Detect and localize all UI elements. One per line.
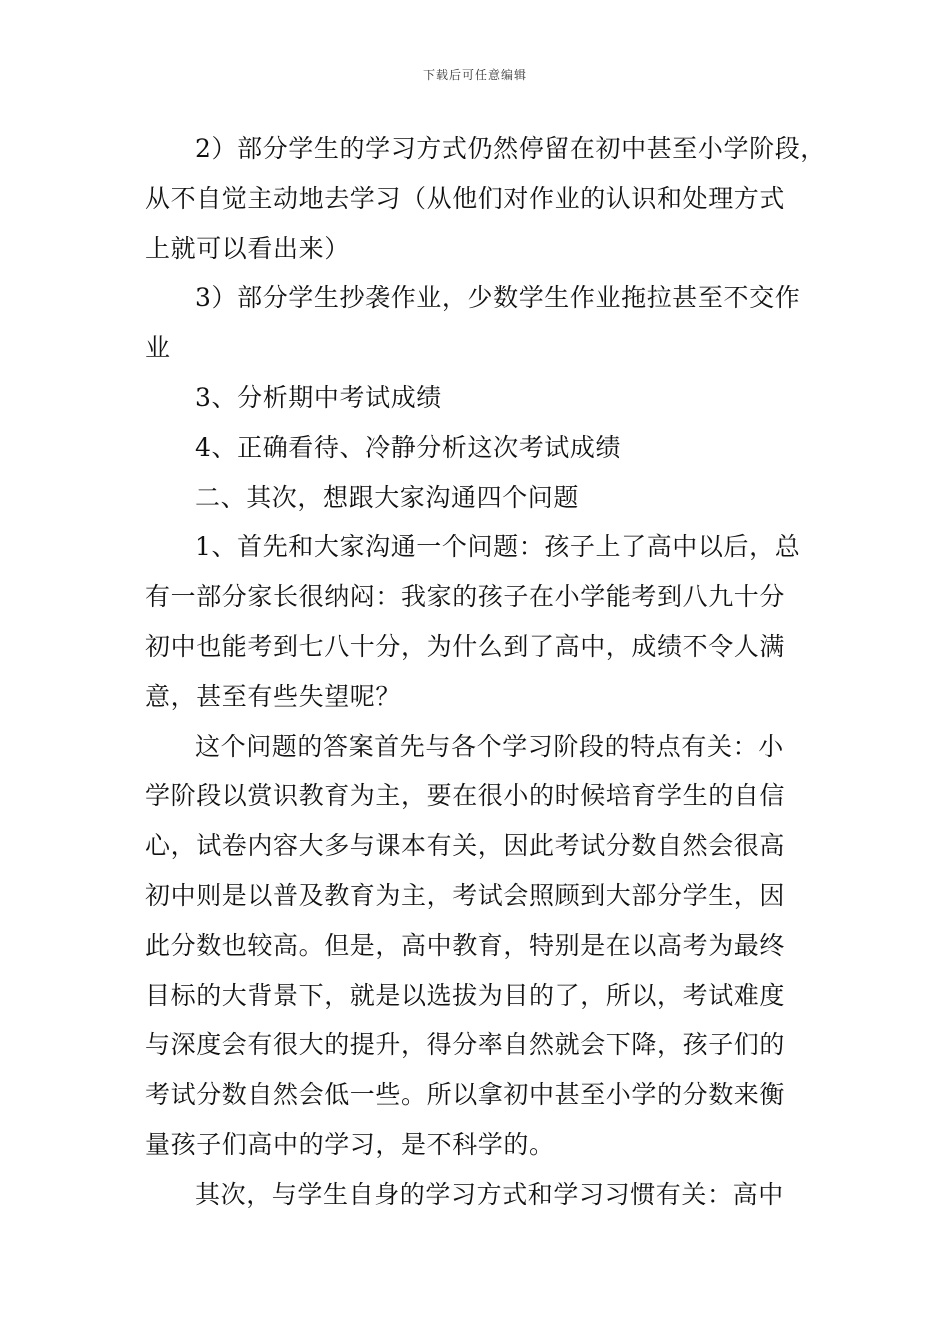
text-line: 考试分数自然会低一些。所以拿初中甚至小学的分数来衡: [145, 1080, 786, 1110]
text-line: 初中则是以普及教育为主，考试会照顾到大部分学生，因: [145, 880, 786, 910]
text-line: 上就可以看出来）: [145, 233, 350, 263]
text-line: 量孩子们高中的学习，是不科学的。: [145, 1129, 555, 1159]
text-line: 3）部分学生抄袭作业，少数学生作业拖拉甚至不交作: [195, 283, 801, 313]
text-line: 2）部分学生的学习方式仍然停留在初中甚至小学阶段，: [195, 134, 826, 163]
text-line: 二、其次，想跟大家沟通四个问题: [195, 482, 580, 512]
text-line: 意，甚至有些失望呢？: [145, 681, 402, 711]
text-line: 心，试卷内容大多与课本有关，因此考试分数自然会很高: [145, 831, 786, 861]
text-line: 这个问题的答案首先与各个学习阶段的特点有关：小: [195, 731, 784, 761]
text-line: 与深度会有很大的提升，得分率自然就会下降，孩子们的: [145, 1030, 786, 1060]
text-line: 此分数也较高。但是，高中教育，特别是在以高考为最终: [145, 930, 786, 960]
text-line: 目标的大背景下，就是以选拔为目的了，所以，考试难度: [145, 980, 786, 1010]
text-line: 初中也能考到七八十分，为什么到了高中，成绩不令人满: [145, 631, 786, 661]
text-line: 4、正确看待、冷静分析这次考试成绩: [195, 432, 622, 462]
text-line: 有一部分家长很纳闷：我家的孩子在小学能考到八九十分: [145, 582, 786, 612]
text-line: 其次，与学生自身的学习方式和学习习惯有关：高中: [195, 1179, 784, 1209]
text-line: 学阶段以赏识教育为主，要在很小的时候培育学生的自信: [145, 781, 786, 811]
text-line: 3、分析期中考试成绩: [195, 382, 442, 412]
text-line: 业: [145, 333, 171, 363]
page-header: 下载后可任意编辑: [422, 68, 527, 82]
text-line: 1、首先和大家沟通一个问题：孩子上了高中以后，总: [195, 532, 801, 562]
document-body: [145, 124, 826, 1220]
text-line: 从不自觉主动地去学习（从他们对作业的认识和处理方式: [145, 183, 786, 213]
